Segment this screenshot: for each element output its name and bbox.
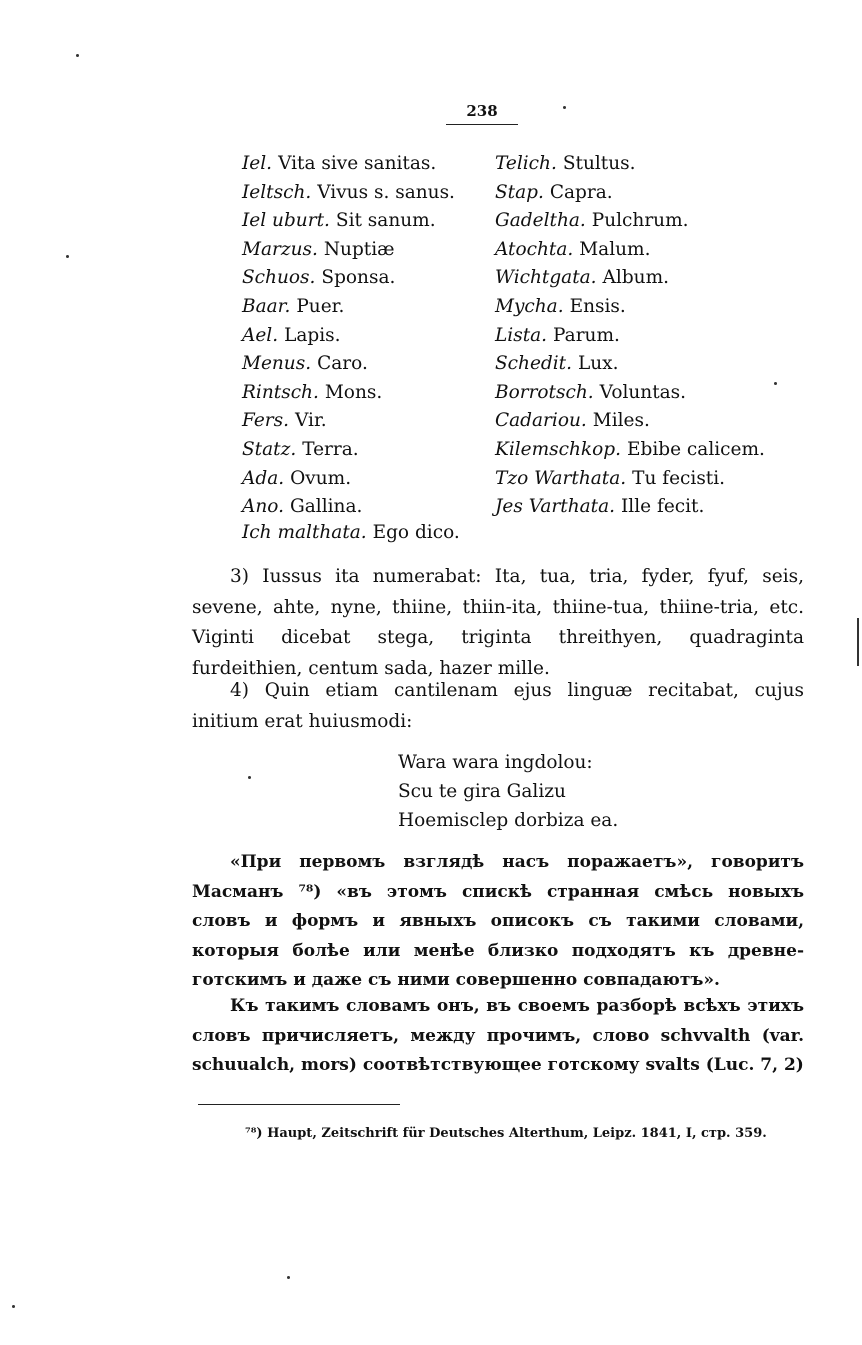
glossary-entry: Cadariou. Miles.: [495, 410, 650, 432]
paragraph-3: 3) Iussus ita numerabat: Ita, tua, tria, fyder, fyuf, seis, sevene, ahte, nyne, thiine, thiin-ita, thiine-tua, thiine-tria, etc. Viginti dicebat stega, triginta threithyen, quadraginta furdeithien, centum sada, hazer mille.: [192, 566, 804, 679]
glossary-entry: Iel. Vita sive sanitas.: [242, 153, 437, 174]
glossary-entry: Borrotsch. Voluntas.: [495, 381, 687, 403]
glossary-entry: Wichtgata. Album.: [495, 267, 670, 289]
glossary-entry-last: Ich malthata. Ego dico.: [242, 522, 460, 543]
glossary-entry: Lista. Parum.: [495, 324, 620, 346]
scan-speck: [248, 776, 251, 779]
scan-speck: [66, 255, 69, 258]
paragraph-4: 4) Quin etiam cantilenam ejus linguæ recitabat, cujus initium erat huiusmodi:: [192, 680, 804, 732]
footnote-rule: [198, 1104, 400, 1105]
russian-paragraph-1: «При первомъ взглядѣ насъ поражаетъ», говоритъ Масманъ ⁷⁸) «въ этомъ спискѣ странная смѣсь новыхъ словъ и формъ и явныхъ описокъ съ такими словами, которыя болѣе или менѣе близко подходятъ къ древне-готскимъ и даже съ ними совершенно совпадаютъ».: [192, 852, 804, 990]
glossary-entry: Menus. Caro.: [242, 353, 368, 375]
page-number-rule: [446, 124, 518, 125]
glossary-entry: Statz. Terra.: [242, 438, 359, 460]
glossary-entry: Iel uburt. Sit sanum.: [242, 210, 436, 232]
scan-speck: [563, 106, 566, 109]
glossary-entry: Ada. Ovum.: [242, 467, 352, 489]
glossary-entry: Schuos. Sponsa.: [242, 267, 396, 289]
glossary-entry: Rintsch. Mons.: [242, 381, 383, 403]
glossary-entry: Schedit. Lux.: [495, 353, 619, 375]
glossary-entry: Fers. Vir.: [242, 410, 327, 432]
glossary-right-column: [495, 150, 815, 522]
glossary-entry: Jes Varthata. Ille fecit.: [495, 496, 705, 518]
scan-mark: [857, 618, 859, 666]
scan-speck: [12, 1305, 15, 1308]
glossary-entry: Telich. Stultus.: [495, 153, 636, 174]
poem-line: Hoemisclep dorbiza ea.: [398, 810, 619, 831]
scan-speck: [774, 382, 777, 385]
glossary-entry: Kilemschkop. Ebibe calicem.: [495, 438, 765, 460]
glossary-entry: Gadeltha. Pulchrum.: [495, 210, 689, 232]
poem: [398, 748, 618, 835]
scan-speck: [76, 54, 79, 57]
glossary-entry: Ano. Gallina.: [242, 496, 363, 518]
glossary-entry: Ieltsch. Vivus s. sanus.: [242, 181, 455, 203]
page-number: 238: [466, 102, 498, 120]
footnote: ⁷⁸) Haupt, Zeitschrift für Deutsches Alterthum, Leipz. 1841, I, стр. 359.: [245, 1126, 767, 1141]
russian-paragraph-2: Къ такимъ словамъ онъ, въ своемъ разборѣ всѣхъ этихъ словъ причисляетъ, между прочимъ, слово schvvalth (var. schuualch, mors) соотвѣтствующее готскому svalts (Luc. 7, 2): [192, 996, 804, 1075]
glossary-entry: Mycha. Ensis.: [495, 295, 626, 317]
poem-line: Wara wara ingdolou:: [398, 752, 593, 773]
glossary-entry: Baar. Puer.: [242, 295, 345, 317]
glossary-entry: Atochta. Malum.: [495, 238, 651, 260]
glossary-entry: Stap. Capra.: [495, 181, 613, 203]
scan-speck: [287, 1276, 290, 1279]
glossary-left-column: [242, 150, 488, 522]
glossary-entry: Ael. Lapis.: [242, 324, 341, 346]
glossary-entry: Marzus. Nuptiæ: [242, 238, 395, 260]
glossary-entry: Tzo Warthata. Tu fecisti.: [495, 467, 726, 489]
poem-line: Scu te gira Galizu: [398, 781, 566, 802]
